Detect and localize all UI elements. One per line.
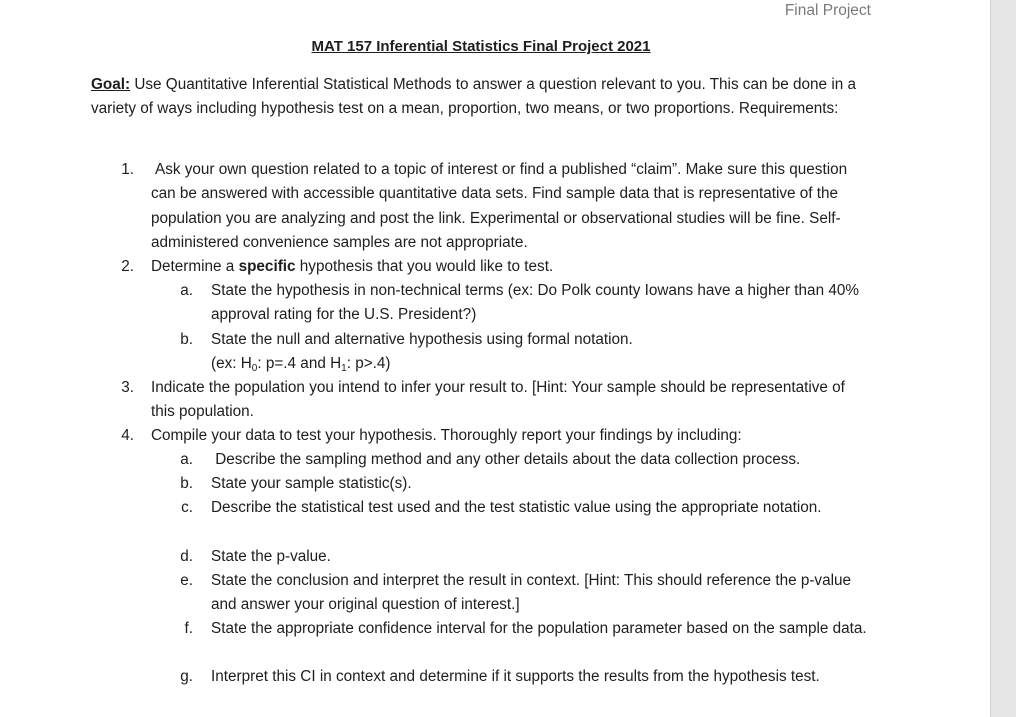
goal-paragraph	[91, 73, 881, 122]
sub-letter: c.	[181, 499, 193, 516]
sub-text: State the conclusion and interpret the result in context. [Hint: This should reference the p-value and answer your original question of interest.]	[211, 572, 852, 614]
page-header: Final Project	[784, 2, 871, 19]
list-text: Determine a specific hypothesis that you would like to test.	[151, 258, 554, 275]
goal-label: Goal:	[91, 76, 131, 93]
sub-letter: d.	[180, 548, 193, 565]
sub-letter: b.	[180, 475, 193, 492]
vertical-scrollbar[interactable]	[990, 0, 1016, 717]
sub-letter: a.	[180, 282, 193, 299]
sub-letter: g.	[180, 668, 193, 685]
list-number: 1.	[121, 161, 134, 178]
sub-text: Describe the statistical test used and the test statistic value using the appropriate notation.	[211, 499, 822, 516]
sub-text: Describe the sampling method and any other details about the data collection process.	[211, 451, 801, 468]
list-number: 4.	[121, 427, 134, 444]
sub-letter: b.	[180, 331, 193, 348]
sub-text: State the p-value.	[211, 548, 331, 565]
emphasis-text: specific	[238, 258, 296, 275]
list-number: 3.	[121, 379, 134, 396]
list-text: Indicate the population you intend to infer your result to. [Hint: Your sample should be representative of this population.	[151, 379, 845, 421]
sub-letter: a.	[180, 451, 193, 468]
sub-text: Interpret this CI in context and determine if it supports the results from the hypothesis test.	[211, 668, 820, 685]
sub-letter: f.	[184, 620, 193, 637]
sub-text: State the null and alternative hypothesis using formal notation. (ex: $H_0$: p=.4 and $H_1$: p>.4)	[211, 331, 633, 375]
sub-text: State your sample statistic(s).	[211, 475, 412, 492]
list-number: 2.	[121, 258, 134, 275]
list-text: Ask your own question related to a topic of interest or find a published “claim”. Make sure this question can be answered with accessible quantitative data sets. Find sample data that is representative of the population you are analyzing and post the link. Experimental or observational studies will be fine. Self-administered convenience samples are not appropriate.	[151, 161, 848, 251]
goal-text: Use Quantitative Inferential Statistical Methods to answer a question relevant to you. This can be done in a variety of ways including hypothesis test on a mean, proportion, two means, or two proportions. Requirements:	[91, 76, 856, 118]
sub-text: State the appropriate confidence interval for the population parameter based on the sample data.	[211, 620, 867, 637]
sub-letter: e.	[180, 572, 193, 589]
document-title: MAT 157 Inferential Statistics Final Project 2021	[311, 38, 651, 55]
sub-text: State the hypothesis in non-technical terms (ex: Do Polk county Iowans have a higher than 40% approval rating for the U.S. President?)	[211, 282, 859, 324]
list-text: Compile your data to test your hypothesis. Thoroughly report your findings by including:	[151, 427, 742, 444]
